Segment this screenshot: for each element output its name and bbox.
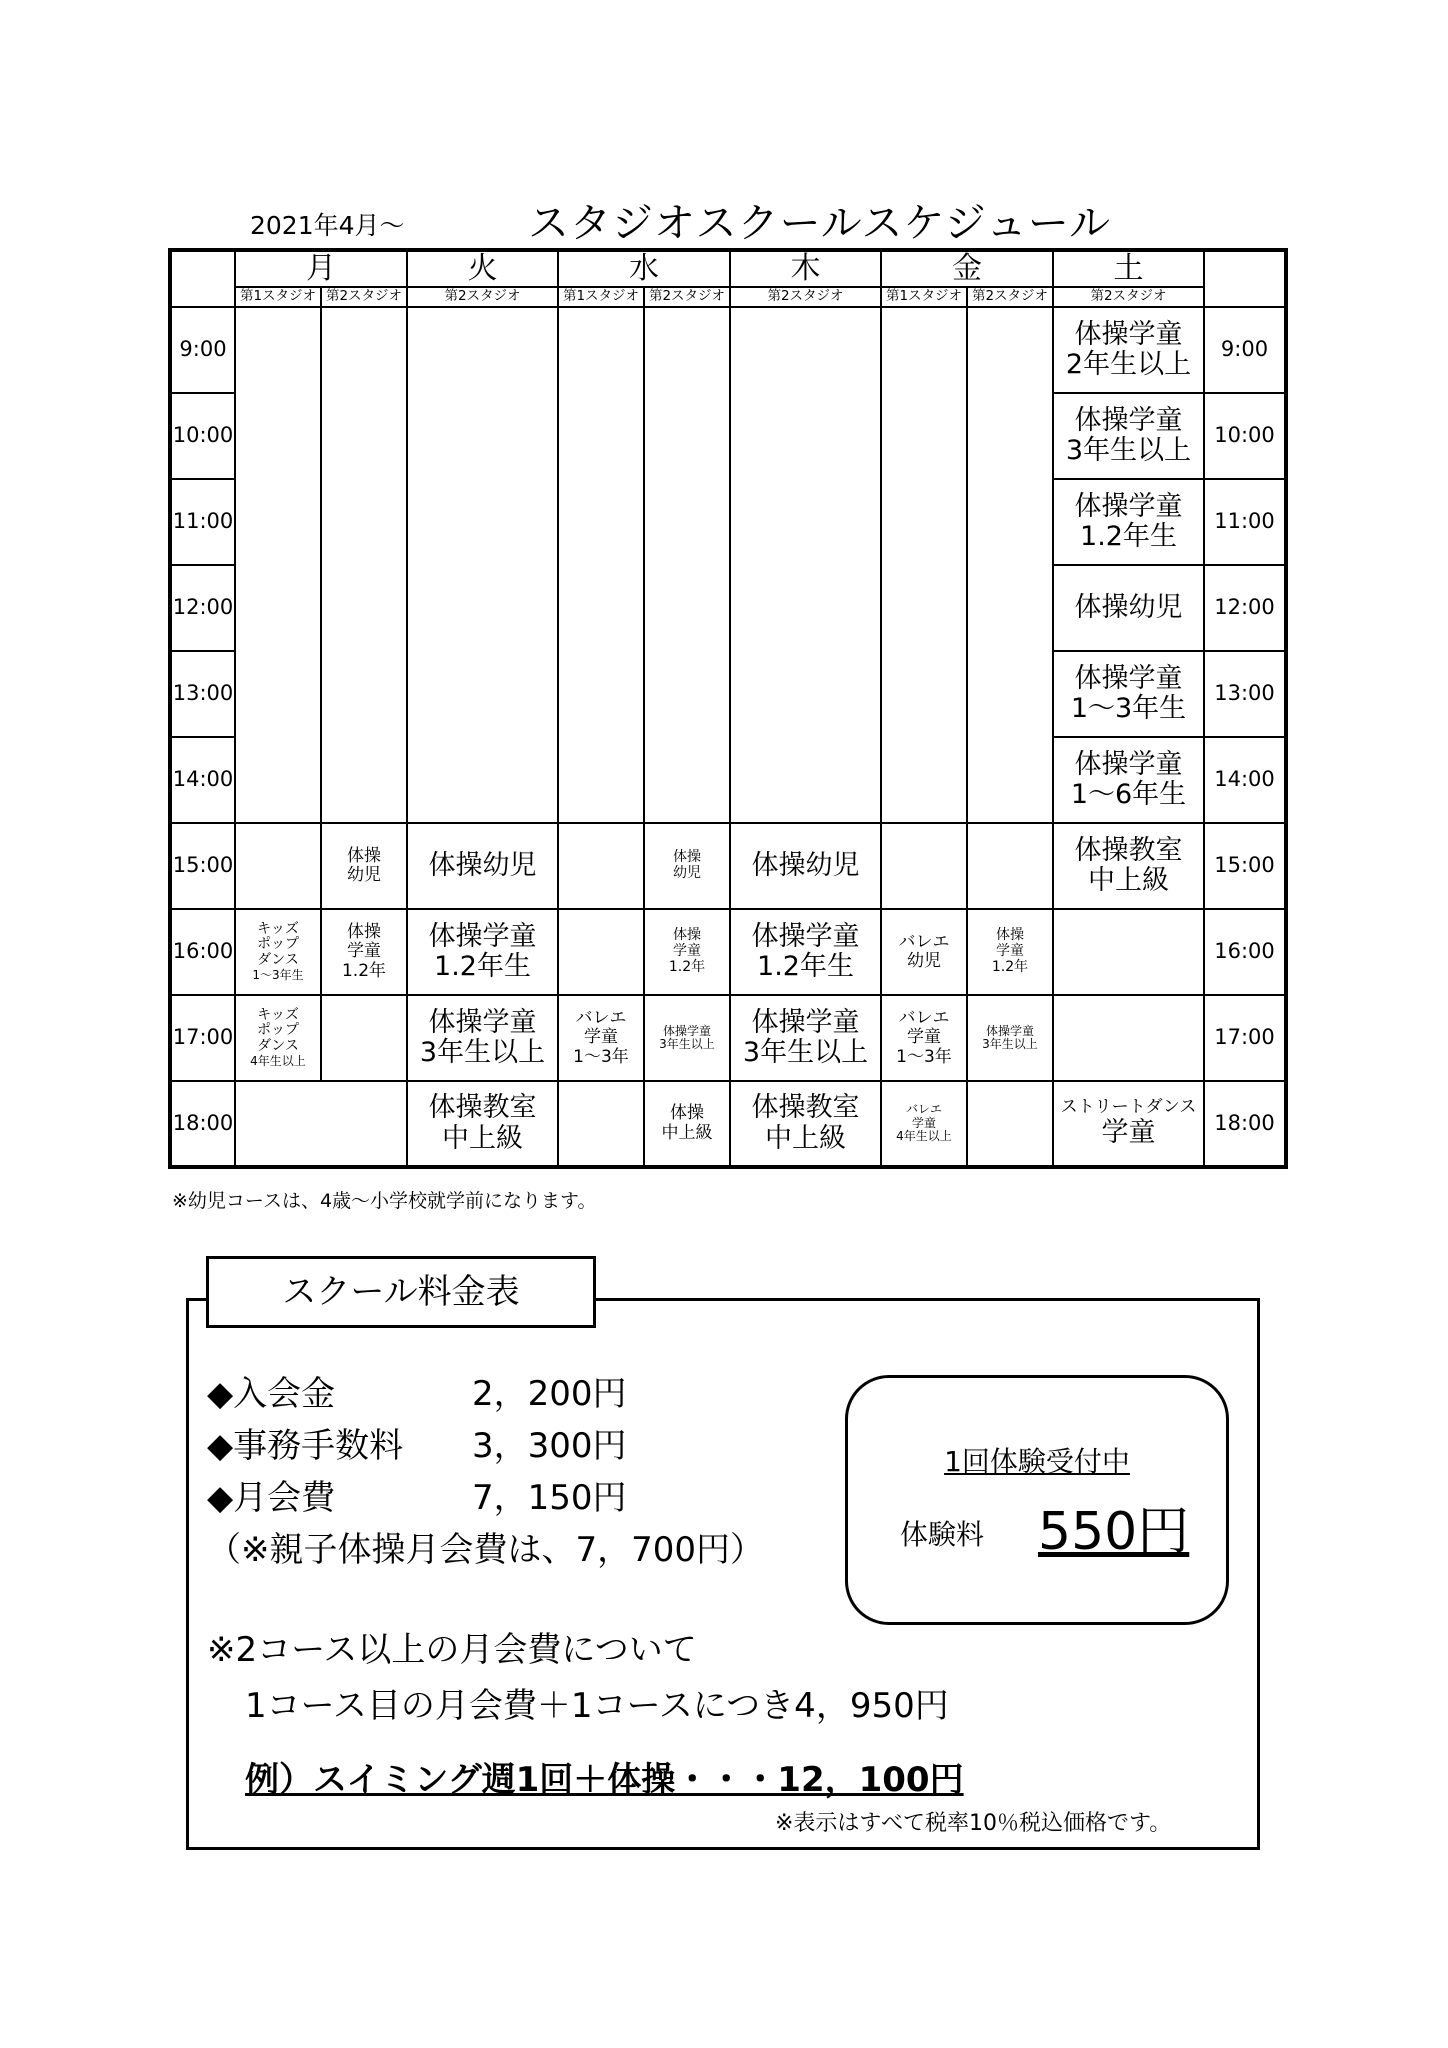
class-slot: 体操学童 1.2年生 [407, 909, 558, 995]
day-sat: 土 [1053, 250, 1204, 287]
corner-cell [170, 250, 235, 307]
fee-item-amount: 2，200円 [472, 1374, 627, 1414]
time-label: 10:00 [1204, 393, 1286, 479]
age-footnote: ※幼児コースは、4歳～小学校就学前になります。 [172, 1190, 597, 1212]
day-tue: 火 [407, 250, 558, 287]
empty-slot [1053, 995, 1204, 1081]
empty-slot [967, 823, 1053, 909]
studio-label: 第2スタジオ [730, 287, 881, 307]
fee-item [207, 1366, 627, 1415]
fee-table-title: スクール料金表 [206, 1256, 596, 1328]
time-label: 13:00 [170, 651, 235, 737]
time-label: 14:00 [170, 737, 235, 823]
time-label: 9:00 [1204, 307, 1286, 393]
studio-label: 第1スタジオ [558, 287, 644, 307]
empty-slot [235, 307, 321, 823]
fee-item-name: ◆入会金 [207, 1374, 336, 1414]
fee-item [207, 1418, 627, 1467]
class-slot: 体操学童 1.2年生 [730, 909, 881, 995]
fee-example: 例）スイミング週1回＋体操・・・12，100円 [245, 1760, 964, 1800]
empty-slot [967, 1081, 1053, 1167]
time-label: 11:00 [1204, 479, 1286, 565]
studio-label: 第1スタジオ [881, 287, 967, 307]
time-label: 18:00 [170, 1081, 235, 1167]
class-slot: 体操学童 3年生以上 [967, 995, 1053, 1081]
class-slot: キッズ ポップ ダンス 1～3年生 [235, 909, 321, 995]
class-slot: 体操学童 2年生以上 [1053, 307, 1204, 393]
time-label: 10:00 [170, 393, 235, 479]
time-label: 12:00 [170, 565, 235, 651]
class-slot: 体操幼児 [1053, 565, 1204, 651]
day-fri: 金 [881, 250, 1053, 287]
page-title: スタジオスクールスケジュール [528, 199, 1112, 247]
fee-item-amount: 7，150円 [472, 1478, 627, 1518]
time-label: 9:00 [170, 307, 235, 393]
studio-label: 第2スタジオ [321, 287, 407, 307]
parent-fee-note: （※親子体操月会費は、7，700円） [207, 1530, 765, 1570]
empty-slot [967, 307, 1053, 823]
empty-slot [730, 307, 881, 823]
class-slot: 体操学童 3年生以上 [730, 995, 881, 1081]
tax-note: ※表示はすべて税率10％税込価格です。 [775, 1811, 1172, 1836]
studio-label: 第2スタジオ [407, 287, 558, 307]
class-slot: 体操学童 1～3年生 [1053, 651, 1204, 737]
trial-fee-amount: 550円 [1038, 1502, 1190, 1562]
class-slot: 体操学童 1～6年生 [1053, 737, 1204, 823]
multi-course-note: ※2コース以上の月会費について [207, 1630, 697, 1670]
studio-label: 第1スタジオ [235, 287, 321, 307]
studio-label: 第2スタジオ [1053, 287, 1204, 307]
empty-slot [881, 823, 967, 909]
time-label: 18:00 [1204, 1081, 1286, 1167]
empty-slot [407, 307, 558, 823]
class-slot: 体操学童 3年生以上 [1053, 393, 1204, 479]
trial-offer-box [845, 1375, 1229, 1625]
time-label: 15:00 [170, 823, 235, 909]
class-slot: 体操教室 中上級 [407, 1081, 558, 1167]
empty-slot [235, 823, 321, 909]
trial-fee-label: 体験料 [900, 1518, 985, 1551]
time-label: 11:00 [170, 479, 235, 565]
time-label: 16:00 [1204, 909, 1286, 995]
class-slot: 体操学童 3年生以上 [407, 995, 558, 1081]
class-slot: 体操 幼児 [644, 823, 730, 909]
class-slot: 体操教室 中上級 [730, 1081, 881, 1167]
time-label: 16:00 [170, 909, 235, 995]
schedule-date: 2021年4月～ [250, 211, 405, 240]
empty-slot [644, 307, 730, 823]
empty-slot [321, 307, 407, 823]
class-slot: 体操 学童 1.2年 [967, 909, 1053, 995]
empty-slot [558, 823, 644, 909]
fee-item-name: ◆事務手数料 [207, 1426, 404, 1466]
time-label: 14:00 [1204, 737, 1286, 823]
day-mon: 月 [235, 250, 407, 287]
studio-label: 第2スタジオ [967, 287, 1053, 307]
time-label: 13:00 [1204, 651, 1286, 737]
class-slot: バレエ 学童 4年生以上 [881, 1081, 967, 1167]
corner-cell-right [1204, 250, 1286, 307]
time-label: 15:00 [1204, 823, 1286, 909]
fee-item [207, 1470, 627, 1519]
empty-slot [1053, 909, 1204, 995]
studio-label: 第2スタジオ [644, 287, 730, 307]
fee-item-name: ◆月会費 [207, 1478, 336, 1518]
time-label: 17:00 [170, 995, 235, 1081]
class-slot: バレエ 学童 1～3年 [881, 995, 967, 1081]
class-slot: 体操教室 中上級 [1053, 823, 1204, 909]
fee-item-amount: 3，300円 [472, 1426, 627, 1466]
class-slot: 体操 学童 1.2年 [644, 909, 730, 995]
empty-slot [235, 1081, 407, 1167]
class-slot: 体操 中上級 [644, 1081, 730, 1167]
empty-slot [881, 307, 967, 823]
schedule-table [168, 248, 1288, 1169]
trial-title: 1回体験受付中 [944, 1445, 1130, 1478]
time-label: 17:00 [1204, 995, 1286, 1081]
class-slot: 体操 幼児 [321, 823, 407, 909]
class-slot: 体操学童 3年生以上 [644, 995, 730, 1081]
multi-course-detail: 1コース目の月会費＋1コースにつき4，950円 [245, 1686, 949, 1726]
class-slot: 体操幼児 [730, 823, 881, 909]
class-slot: バレエ 学童 1～3年 [558, 995, 644, 1081]
empty-slot [558, 909, 644, 995]
class-slot: 体操幼児 [407, 823, 558, 909]
class-slot: バレエ 幼児 [881, 909, 967, 995]
class-slot: 体操学童 1.2年生 [1053, 479, 1204, 565]
empty-slot [558, 307, 644, 823]
time-label: 12:00 [1204, 565, 1286, 651]
day-thu: 木 [730, 250, 881, 287]
empty-slot [321, 995, 407, 1081]
empty-slot [558, 1081, 644, 1167]
day-wed: 水 [558, 250, 730, 287]
class-slot: 体操 学童 1.2年 [321, 909, 407, 995]
class-slot: キッズ ポップ ダンス 4年生以上 [235, 995, 321, 1081]
class-slot: ストリートダンス 学童 [1053, 1081, 1204, 1167]
